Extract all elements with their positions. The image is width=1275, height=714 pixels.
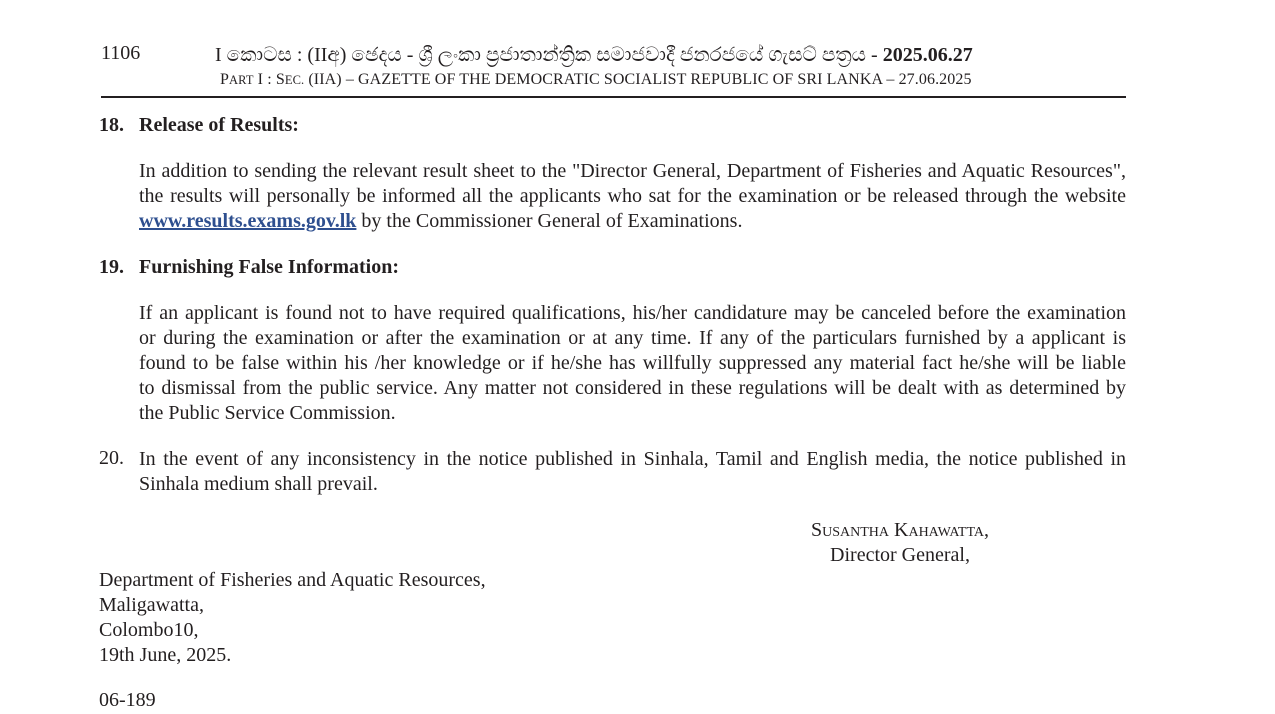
section-18-number: 18. <box>99 114 124 136</box>
section-18-line-2: the results will personally be informed all the applicants who sat for the examination or be released through the website <box>139 185 1126 207</box>
section-18-line-3-rest: by the Commissioner General of Examinations. <box>356 210 743 232</box>
section-19-line-1: If an applicant is found not to have required qualifications, his/her candidature may be canceled before the examination <box>139 302 1126 324</box>
section-19-number: 19. <box>99 256 124 278</box>
sec-rest: EC. <box>284 73 305 87</box>
header-english-title <box>220 71 972 89</box>
section-20-line-2: Sinhala medium shall prevail. <box>139 473 378 495</box>
sinhala-title-text: I කොටස : (IIඅ) ඡෙදය - ශ්‍රී ලංකා ප්‍රජාතාන්ත්‍රික සමාජවාදී ජනරජයේ ගැසට් පත්‍රය - <box>215 44 878 66</box>
address-line-1: Department of Fisheries and Aquatic Resources, <box>99 569 486 591</box>
results-website-link[interactable]: www.results.exams.gov.lk <box>139 210 357 232</box>
section-18-line-3 <box>139 209 1126 234</box>
address-line-3: Colombo10, <box>99 619 199 641</box>
part-prefix: P <box>220 71 229 88</box>
reference-code: 06-189 <box>99 689 156 711</box>
part-number: I : <box>253 71 276 88</box>
header-rule <box>101 96 1126 98</box>
section-19-line-4: to dismissal from the public service. Any matter not considered in these regulations will be dealt with as determined by <box>139 377 1126 399</box>
section-19-line-5: the Public Service Commission. <box>139 402 396 424</box>
section-19-line-2: or during the examination or after the examination or at any time. If any of the particulars furnished by a applicant is <box>139 327 1126 349</box>
address-line-2: Maligawatta, <box>99 594 204 616</box>
section-19-body <box>139 301 1126 426</box>
section-19-heading: Furnishing False Information: <box>139 256 400 278</box>
section-20-body <box>139 447 1126 497</box>
english-title-rest: (IIA) – GAZETTE OF THE DEMOCRATIC SOCIALIST REPUBLIC OF SRI LANKA – 27.06.2025 <box>304 71 972 88</box>
signatory-name: Susantha Kahawatta, <box>811 519 989 541</box>
part-rest: ART <box>229 73 254 87</box>
section-18-heading: Release of Results: <box>139 114 299 136</box>
section-19-line-3: found to be false within his /her knowledge or if he/she has willfully suppressed any material fact he/she will be liable <box>139 352 1126 374</box>
section-18-line-1: In addition to sending the relevant result sheet to the "Director General, Department of Fisheries and Aquatic Resources", <box>139 160 1126 182</box>
address-date: 19th June, 2025. <box>99 644 232 666</box>
section-20-line-1: In the event of any inconsistency in the notice published in Sinhala, Tamil and English media, the notice published in <box>139 448 1126 470</box>
sec-prefix: S <box>275 71 285 88</box>
signatory-title: Director General, <box>830 544 970 566</box>
header-sinhala-title <box>215 44 973 67</box>
signature-block <box>760 518 1040 568</box>
page-number: 1106 <box>101 42 141 64</box>
sinhala-date: 2025.06.27 <box>882 44 973 66</box>
section-18-body <box>139 159 1126 234</box>
address-block <box>99 568 486 668</box>
section-20-number: 20. <box>99 447 124 469</box>
